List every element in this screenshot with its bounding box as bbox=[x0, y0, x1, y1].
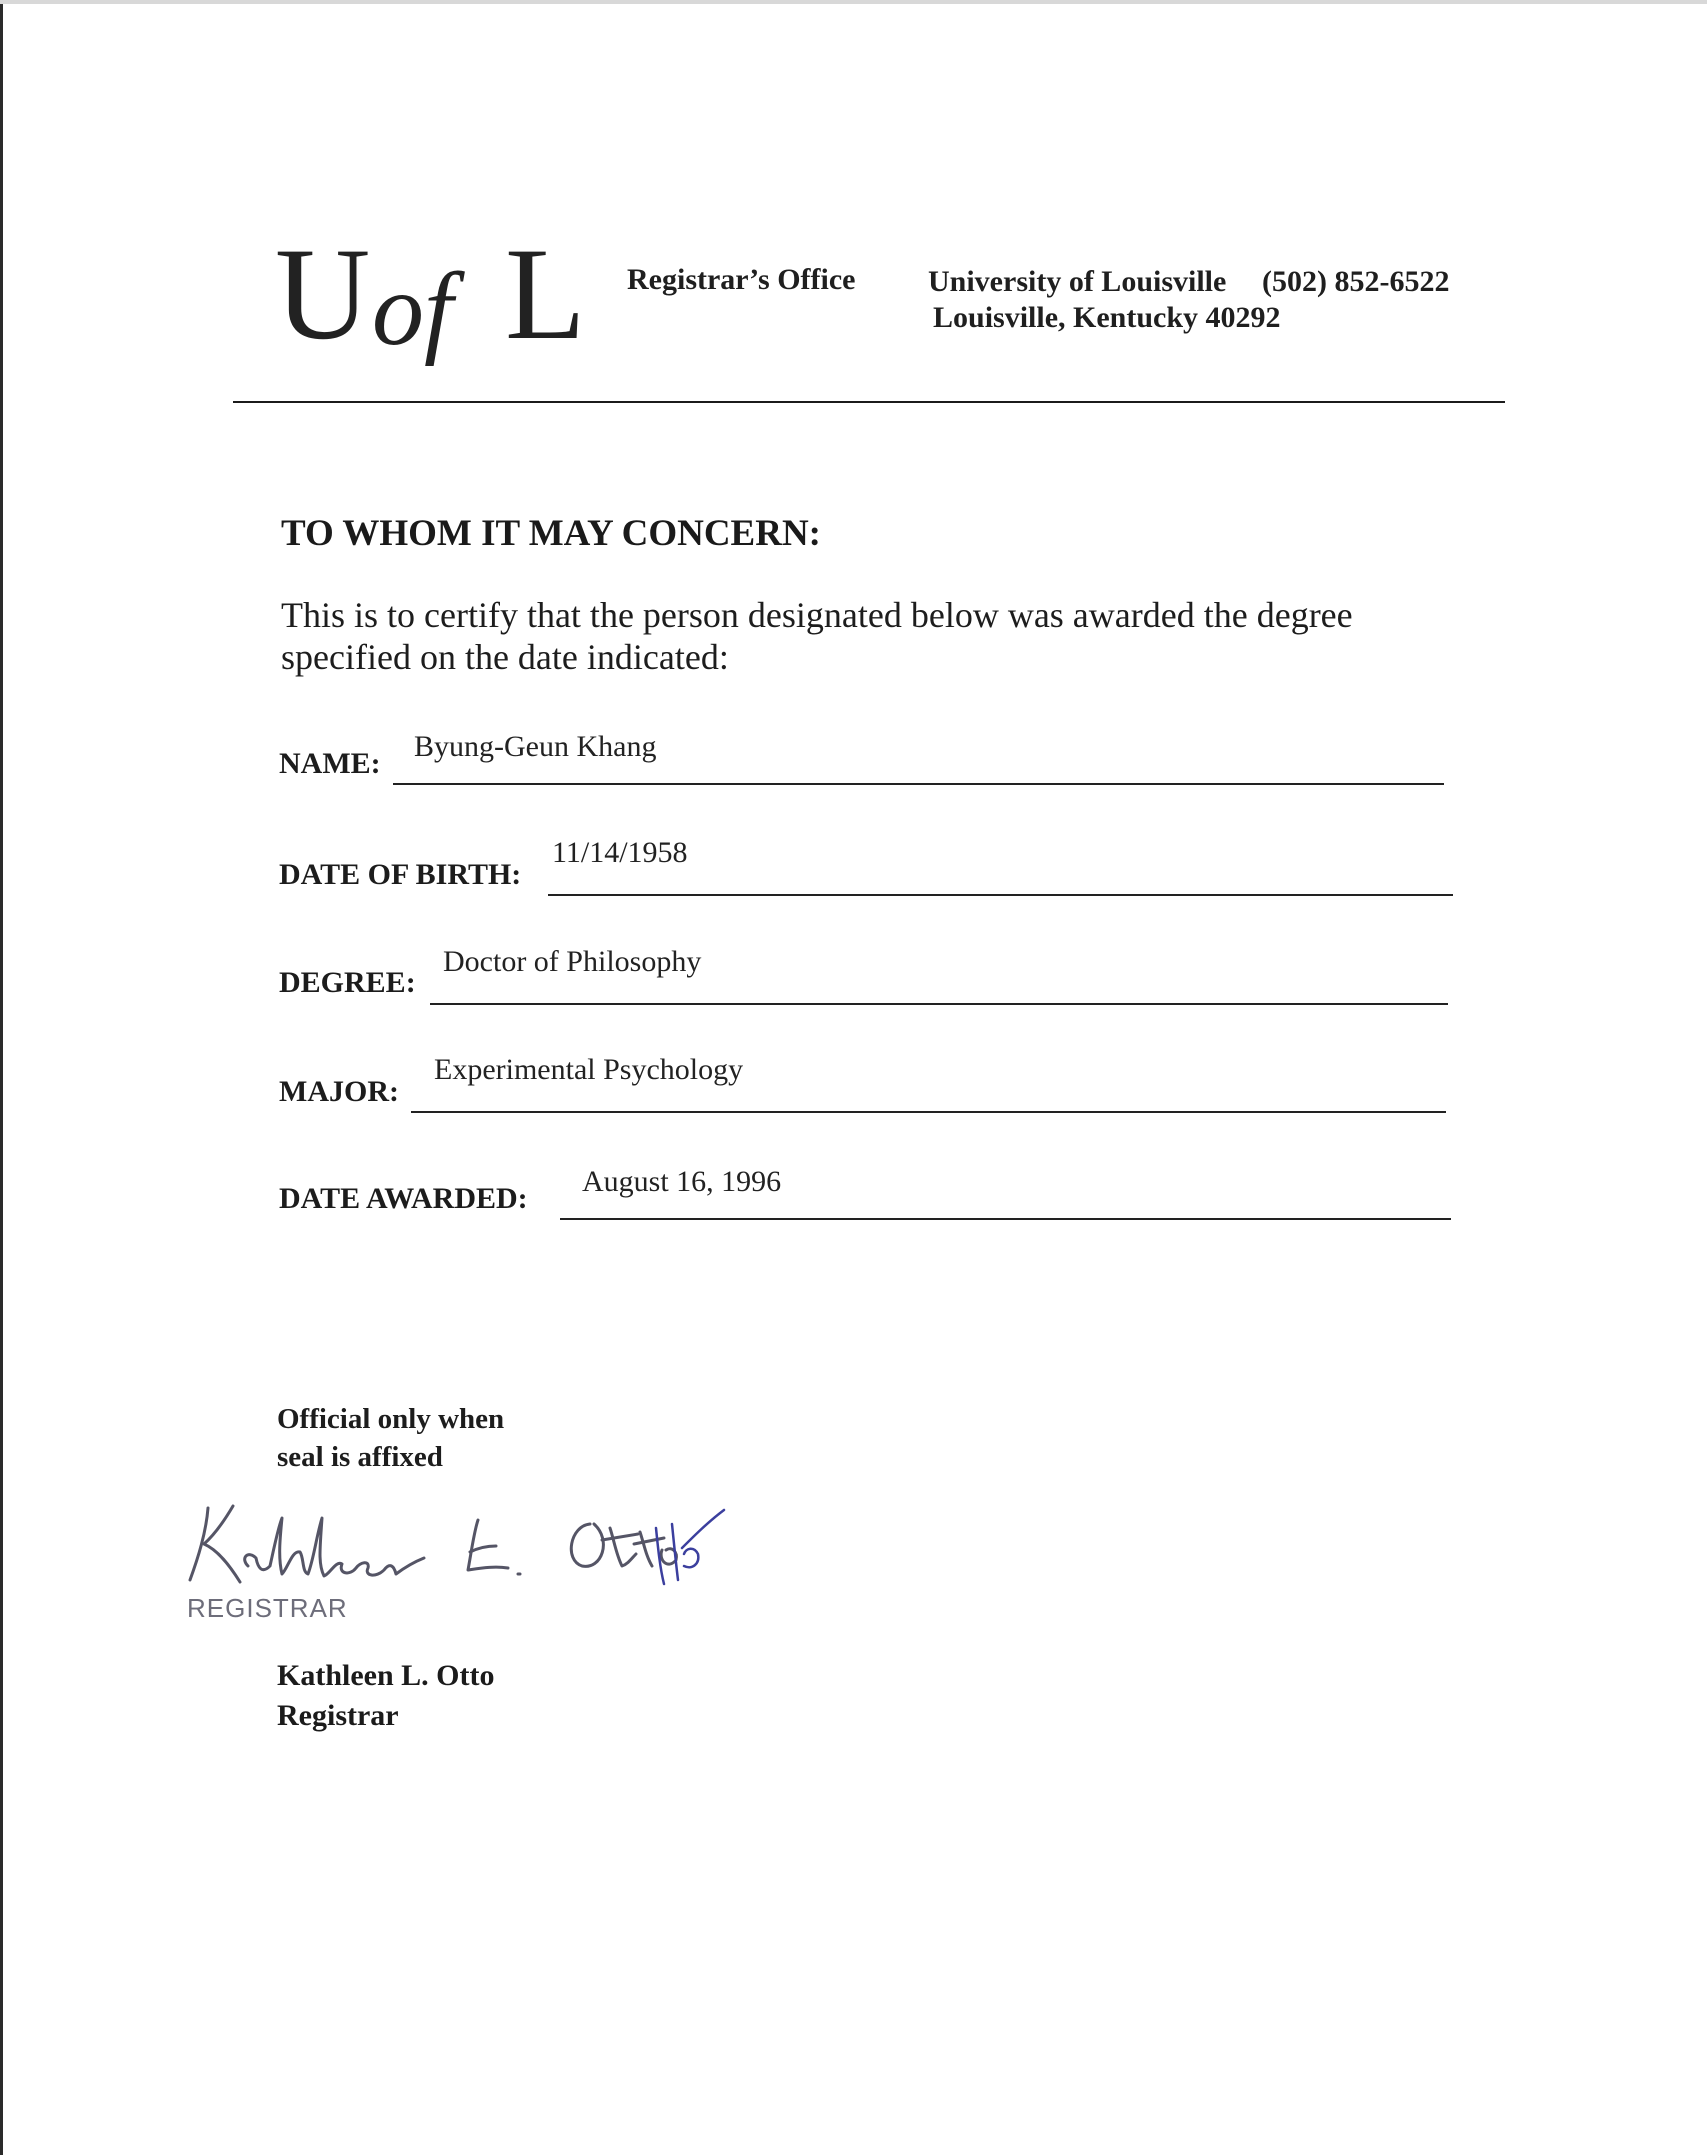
field-label-dob: DATE OF BIRTH: bbox=[279, 858, 522, 891]
signature-blue-ink-initials bbox=[656, 1510, 724, 1584]
field-underline-name bbox=[393, 783, 1444, 785]
scan-border-top bbox=[0, 0, 1707, 4]
field-value-major: Experimental Psychology bbox=[434, 1053, 744, 1086]
logo-letter-u: U bbox=[275, 220, 369, 367]
field-label-name: NAME: bbox=[279, 747, 381, 780]
signer-title: Registrar bbox=[277, 1699, 399, 1732]
registrar-signature bbox=[178, 1488, 738, 1598]
field-value-degree: Doctor of Philosophy bbox=[443, 945, 702, 978]
certification-text: This is to certify that the person designated below was awarded the degree specified on the date indicated: bbox=[281, 595, 1353, 677]
university-name: University of Louisville bbox=[928, 265, 1227, 298]
seal-notice-line-2: seal is affixed bbox=[277, 1441, 443, 1473]
seal-notice bbox=[277, 1400, 504, 1476]
field-value-dob: 11/14/1958 bbox=[552, 836, 688, 869]
field-value-date-awarded: August 16, 1996 bbox=[582, 1165, 782, 1198]
signature-strokes bbox=[190, 1506, 676, 1582]
field-underline-dob bbox=[548, 894, 1453, 896]
field-label-degree: DEGREE: bbox=[279, 966, 416, 999]
field-label-date-awarded: DATE AWARDED: bbox=[279, 1182, 528, 1215]
field-label-major: MAJOR: bbox=[279, 1075, 399, 1108]
field-underline-degree bbox=[430, 1003, 1448, 1005]
salutation: TO WHOM IT MAY CONCERN: bbox=[281, 513, 821, 554]
logo-letter-l: L bbox=[505, 220, 586, 367]
scan-border-left bbox=[0, 0, 3, 2155]
registrar-office-label: Registrar’s Office bbox=[627, 263, 856, 296]
logo-letter-of: of bbox=[372, 252, 453, 367]
signer-block bbox=[277, 1656, 495, 1736]
field-underline-date-awarded bbox=[560, 1218, 1451, 1220]
university-address: Louisville, Kentucky 40292 bbox=[933, 301, 1281, 334]
phone-number: (502) 852-6522 bbox=[1262, 265, 1450, 298]
signer-name: Kathleen L. Otto bbox=[277, 1659, 495, 1692]
field-value-name: Byung-Geun Khang bbox=[414, 730, 657, 763]
registrar-stamp-label: REGISTRAR bbox=[187, 1593, 348, 1623]
seal-notice-line-1: Official only when bbox=[277, 1403, 505, 1435]
field-underline-major bbox=[411, 1111, 1446, 1113]
letterhead-divider bbox=[233, 401, 1505, 403]
